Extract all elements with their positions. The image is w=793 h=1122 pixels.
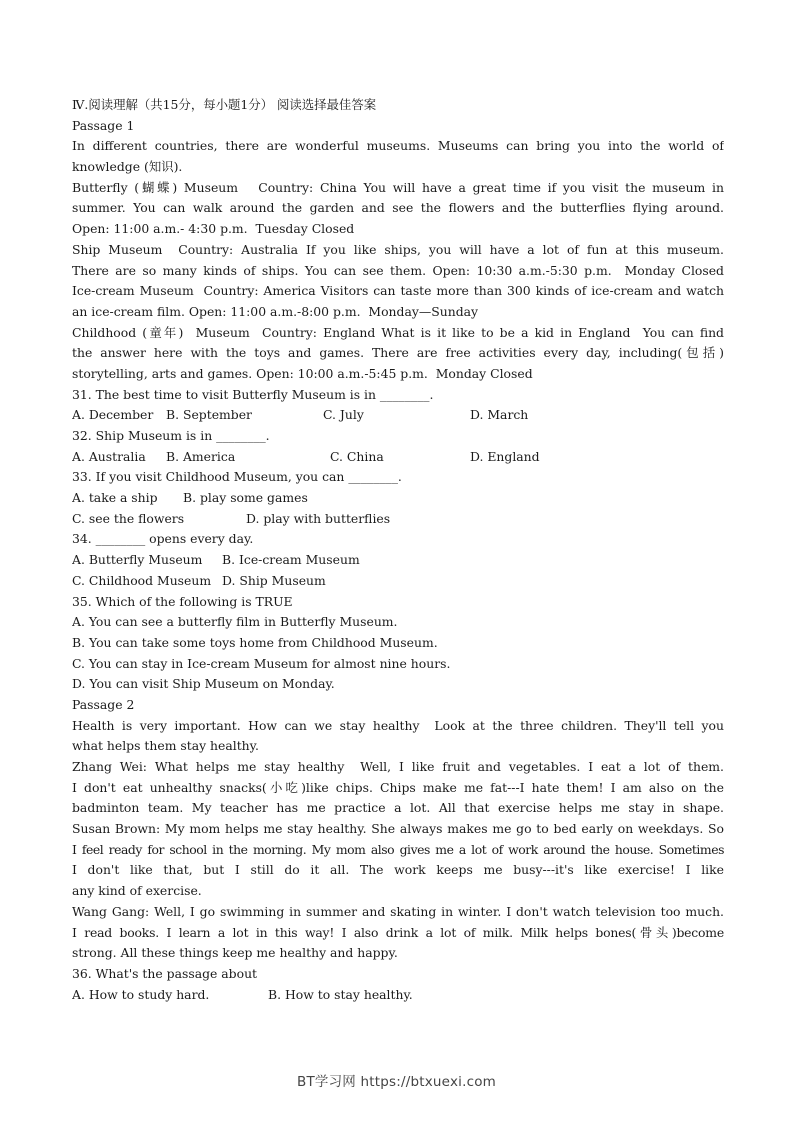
question-36-options <box>72 985 724 1006</box>
passage-1-heading: Passage 1 <box>72 117 135 133</box>
option-c: C. see the flowers <box>72 510 185 526</box>
susan-brown-line: I don't like that, but I still do it all. The work keeps me busy---it's like exercise! I like <box>72 862 724 878</box>
question-35-option: D. You can visit Ship Museum on Monday. <box>72 676 335 692</box>
option-d: D. March <box>470 407 529 423</box>
passage-2-intro-line: what helps them stay healthy. <box>72 738 259 754</box>
wang-gang-line: strong. All these things keep me healthy and happy. <box>72 945 398 961</box>
question-34-options <box>72 550 724 571</box>
ship-museum-line: There are so many kinds of ships. You can see them. Open: 10:30 a.m.-5:30 p.m. Monday Closed <box>72 262 724 278</box>
question-33-options <box>72 509 724 530</box>
option-c: C. China <box>330 448 384 464</box>
passage-2-intro-line: Health is very important. How can we stay healthy Look at the three children. They'll tell you <box>72 717 724 733</box>
butterfly-museum-line: Open: 11:00 a.m.- 4:30 p.m. Tuesday Closed <box>72 221 355 237</box>
site-footer: BT学习网 https://btxuexi.com <box>296 1074 497 1090</box>
question-34-options <box>72 571 724 592</box>
question-35-option: A. You can see a butterfly film in Butterfly Museum. <box>72 614 398 630</box>
butterfly-museum-line: Butterfly (蝴蝶) Museum Country: China You will have a great time if you visit the museum in <box>72 179 724 195</box>
ship-museum-line: Ship Museum Country: Australia If you like ships, you will have a lot of fun at this museum. <box>72 241 724 257</box>
susan-brown-line: I feel ready for school in the morning. My mom also gives me a lot of work around the house. Sometimes <box>72 841 724 857</box>
option-d: D. England <box>470 448 540 464</box>
option-c: C. Childhood Museum <box>72 572 212 588</box>
childhood-museum-line: the answer here with the toys and games. There are free activities every day, including(包括) <box>72 345 724 361</box>
passage-1-intro-line: In different countries, there are wonderful museums. Museums can bring you into the world of <box>72 138 724 154</box>
question-35-option: C. You can stay in Ice-cream Museum for almost nine hours. <box>72 655 451 671</box>
option-d: D. Ship Museum <box>222 572 326 588</box>
question-33-stem: 33. If you visit Childhood Museum, you can ________. <box>72 469 402 485</box>
wang-gang-line: I read books. I learn a lot in this way! I also drink a lot of milk. Milk helps bones(骨头)become <box>72 924 724 940</box>
option-b: B. America <box>166 448 236 464</box>
question-36-stem: 36. What's the passage about <box>72 965 258 981</box>
section-title: Ⅳ.阅读理解（共15分，每小题1分） 阅读选择最佳答案 <box>72 97 377 112</box>
wang-gang-line: Wang Gang: Well, I go swimming in summer and skating in winter. I don't watch television too much. <box>72 903 724 919</box>
option-b: B. play some games <box>183 490 308 506</box>
question-32-options <box>72 447 724 468</box>
option-a: A. December <box>72 407 154 423</box>
question-35-stem: 35. Which of the following is TRUE <box>72 593 293 609</box>
zhang-wei-line: badminton team. My teacher has me practice a lot. All that exercise helps me stay in shape. <box>72 800 724 816</box>
question-31-stem: 31. The best time to visit Butterfly Museum is in ________. <box>72 386 434 402</box>
icecream-museum-line: an ice-cream film. Open: 11:00 a.m.-8:00 p.m. Monday—Sunday <box>72 303 479 319</box>
zhang-wei-line: I don't eat unhealthy snacks(小吃)like chips. Chips make me fat---I hate them! I am also on the <box>72 779 724 795</box>
option-a: A. Butterfly Museum <box>72 552 203 568</box>
passage-2-heading: Passage 2 <box>72 696 135 712</box>
option-b: B. September <box>166 407 252 423</box>
susan-brown-line: Susan Brown: My mom helps me stay healthy. She always makes me go to bed early on weekdays. So <box>72 821 724 837</box>
option-b: B. How to stay healthy. <box>268 986 413 1002</box>
option-a: A. Australia <box>72 448 146 464</box>
susan-brown-line: any kind of exercise. <box>72 883 202 899</box>
butterfly-museum-line: summer. You can walk around the garden and see the flowers and the butterflies flying around. <box>72 200 724 216</box>
option-c: C. July <box>323 407 364 423</box>
document-page <box>72 95 724 1005</box>
childhood-museum-line: storytelling, arts and games. Open: 10:00 a.m.-5:45 p.m. Monday Closed <box>72 365 533 381</box>
passage-1-intro-line: knowledge (知识). <box>72 159 183 175</box>
question-35-option: B. You can take some toys home from Childhood Museum. <box>72 634 438 650</box>
childhood-museum-line: Childhood (童年) Museum Country: England What is it like to be a kid in England You can find <box>72 324 724 340</box>
icecream-museum-line: Ice-cream Museum Country: America Visitors can taste more than 300 kinds of ice-cream and watch <box>72 283 724 299</box>
option-a: A. take a ship <box>72 490 158 506</box>
question-31-options <box>72 405 724 426</box>
question-32-stem: 32. Ship Museum is in ________. <box>72 428 270 443</box>
zhang-wei-line: Zhang Wei: What helps me stay healthy Well, I like fruit and vegetables. I eat a lot of them. <box>72 759 724 774</box>
question-34-stem: 34. ________ opens every day. <box>72 531 254 547</box>
option-b: B. Ice-cream Museum <box>222 552 360 568</box>
question-33-options <box>72 488 724 509</box>
option-a: A. How to study hard. <box>72 986 210 1002</box>
option-d: D. play with butterflies <box>246 510 391 526</box>
